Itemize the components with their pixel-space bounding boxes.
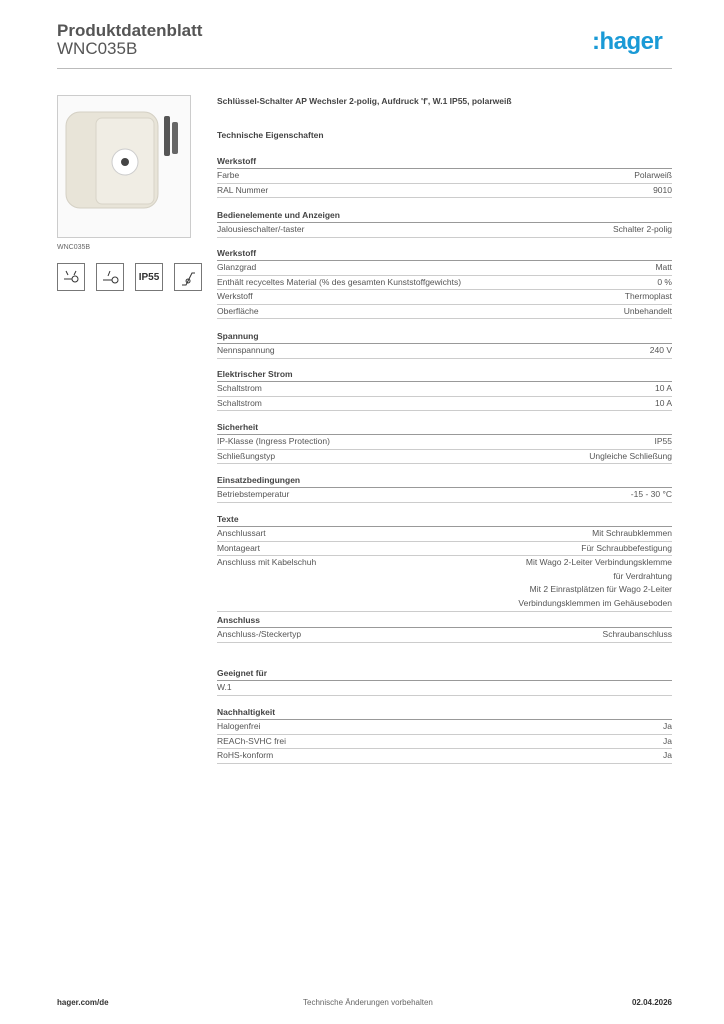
spec-label: Enthält recyceltes Material (% des gesamten Kunststoffgewichts) [217,276,462,287]
section-heading: Anschluss [217,614,672,628]
spec-section [217,474,672,503]
spec-value: Ungleiche Schließung [589,450,672,461]
spec-value: Ja [663,735,672,746]
spec-label: Anschluss-/Steckertyp [217,629,302,639]
spec-row [217,382,672,397]
spec-section [217,706,672,764]
spec-label: Halogenfrei [217,721,261,731]
spec-row [217,527,672,542]
spec-row [217,749,672,764]
spec-value: IP55 [654,436,672,446]
changeover-symbol-icon [174,263,202,291]
spec-value: Thermoplast [624,291,672,302]
image-caption: WNC035B [57,244,91,251]
section-heading: Bedienelemente und Anzeigen [217,209,672,223]
spec-row [217,735,672,750]
spec-value: Ja [663,721,672,731]
divider [57,68,672,69]
spec-section [217,368,672,411]
spec-section [217,330,672,359]
spec-label: IP-Klasse (Ingress Protection) [217,436,330,446]
section-heading: Nachhaltigkeit [217,706,672,720]
spec-section [217,421,672,464]
spec-value: Polarweiß [634,170,672,180]
spec-label: Farbe [217,170,240,180]
spec-row [217,435,672,450]
spec-row [217,290,672,305]
spec-section [217,513,672,612]
footer-date: 02.04.2026 [631,998,672,1007]
key-switch-icon [57,263,85,291]
spec-label: W.1 [217,682,232,692]
section-heading: Einsatzbedingungen [217,474,672,488]
spec-section [217,209,672,238]
section-subtitle: Technische Eigenschaften [217,130,324,140]
spec-label: Oberfläche [217,305,259,316]
spec-row [217,556,672,611]
spec-row [217,184,672,199]
spec-label: Werkstoff [217,291,253,302]
product-title: Schlüssel-Schalter AP Wechsler 2-polig, Aufdruck 'f', W.1 IP55, polarweiß [217,96,512,106]
section-heading: Geeignet für [217,667,672,681]
spec-label: Schaltstrom [217,383,262,393]
section-heading: Werkstoff [217,155,672,169]
feature-badges [57,263,202,291]
key-icon [96,263,124,291]
ip55-badge: IP55 [135,263,163,291]
spec-section [217,667,672,696]
spec-label: Anschluss mit Kabelschuh [217,557,317,568]
spec-value: 10 A [654,397,672,408]
spec-value: -15 - 30 °C [630,489,672,499]
spec-section [217,247,672,319]
spec-row [217,681,672,696]
spec-row [217,305,672,320]
spec-value: 0 % [657,276,672,287]
spec-value: Unbehandelt [623,305,672,316]
spec-value: 10 A [654,383,672,393]
spec-row [217,223,672,238]
spec-label: RoHS-konform [217,750,274,761]
section-heading: Werkstoff [217,247,672,261]
footer-disclaimer: Technische Änderungen vorbehalten [303,998,433,1007]
spec-value: 9010 [653,184,672,195]
footer-website[interactable]: hager.com/de [57,998,109,1007]
spec-label: Montageart [217,542,260,553]
spec-label: REACh-SVHC frei [217,735,286,746]
spec-row [217,628,672,643]
spec-label: Anschlussart [217,528,266,538]
spec-value: Schalter 2-polig [612,224,672,234]
section-heading: Elektrischer Strom [217,368,672,382]
section-heading: Texte [217,513,672,527]
spec-row [217,488,672,503]
spec-row [217,261,672,276]
product-image [57,95,191,238]
spec-row [217,720,672,735]
spec-value: Ja [663,750,672,761]
spec-value: Schraubanschluss [602,629,672,639]
spec-row [217,169,672,184]
spec-value: Für Schraubbefestigung [581,542,672,553]
spec-row [217,344,672,359]
spec-value: Mit Wago 2-Leiter Verbindungsklemme für Verdrahtung Mit 2 Einrastplätzen für Wago 2-Leiter Verbindungsklemmen im Gehäuseboden [518,557,672,608]
spec-label: Jalousieschalter/-taster [217,224,305,234]
spec-value: Matt [655,262,672,272]
spec-row [217,276,672,291]
product-sku: WNC035B [57,39,138,58]
spec-label: Schaltstrom [217,397,262,408]
spec-value: Mit Schraubklemmen [592,528,672,538]
spec-row [217,397,672,412]
section-heading: Sicherheit [217,421,672,435]
spec-row [217,542,672,557]
spec-section [217,614,672,643]
hager-logo: :hager [592,28,663,55]
spec-label: Schließungstyp [217,450,276,461]
spec-label: Glanzgrad [217,262,257,272]
spec-section [217,155,672,198]
spec-label: Nennspannung [217,345,275,355]
section-heading: Spannung [217,330,672,344]
spec-label: Betriebstemperatur [217,489,290,499]
doc-type: Produktdatenblatt [57,21,203,40]
spec-value: 240 V [649,345,672,355]
spec-label: RAL Nummer [217,184,269,195]
spec-row [217,450,672,465]
